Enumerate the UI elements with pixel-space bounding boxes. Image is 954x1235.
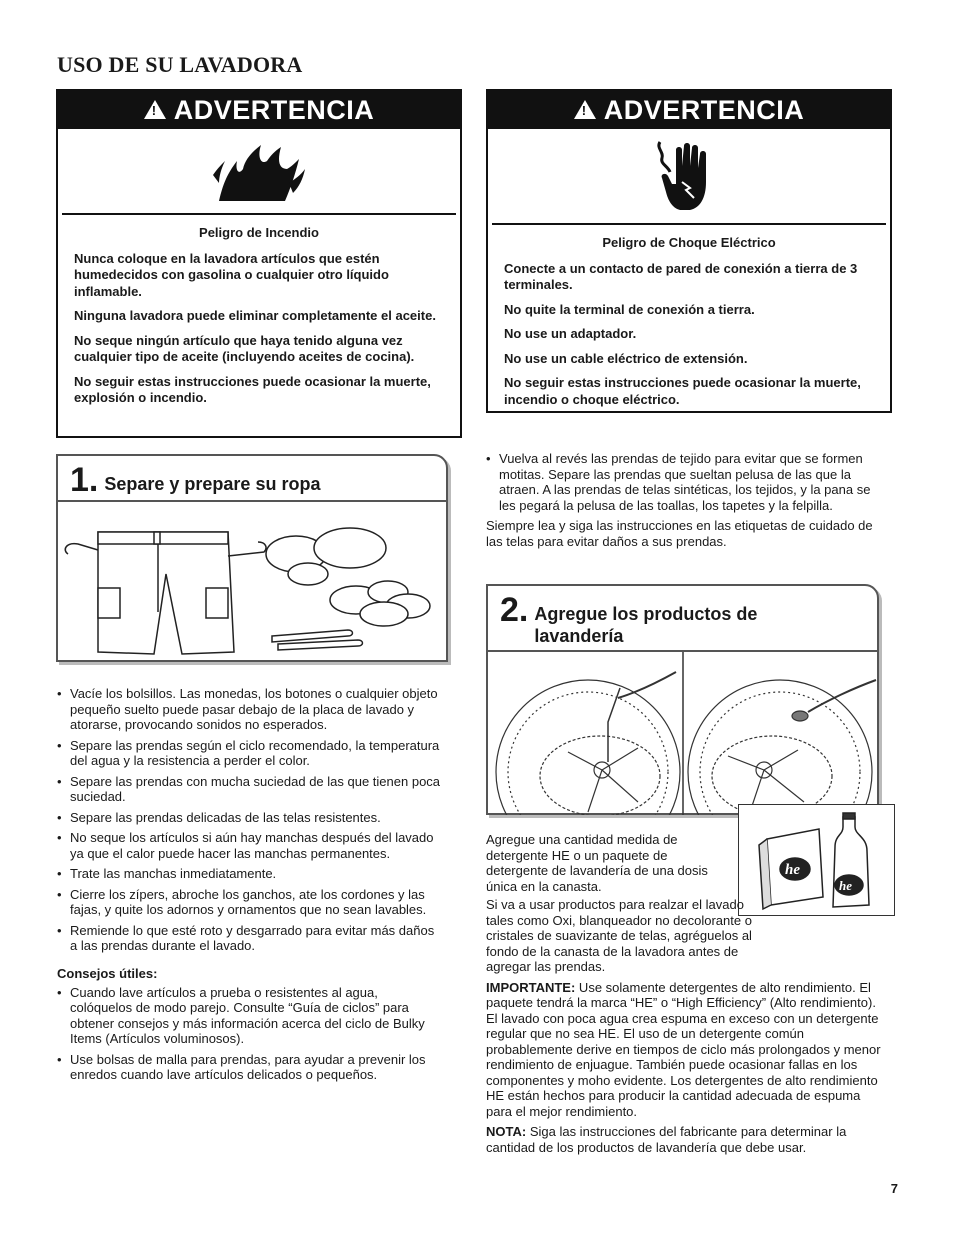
shock-line: No use un adaptador. — [504, 326, 637, 341]
step1-illustration — [58, 500, 446, 662]
step2-header — [488, 586, 877, 647]
right-bullet-list — [486, 451, 878, 513]
list-item: • Trate las manchas inmediatamente. — [57, 866, 441, 882]
list-item: • Use bolsas de malla para prendas, para ayudar a prevenir los enredos cuando lave artículos delicados o pequeños. — [57, 1052, 441, 1083]
fire-caption: Peligro de Incendio — [199, 225, 319, 240]
list-item: • Separe las prendas con mucha suciedad de las que tienen poca suciedad. — [57, 774, 441, 805]
warning-triangle-icon — [574, 100, 596, 119]
list-item: • Separe las prendas según el ciclo recomendado, la temperatura del agua y la resistencia a perder el color. — [57, 738, 441, 769]
list-item: • Cierre los zípers, abroche los ganchos, ate los cordones y las fajas, y quite los adornos y ornamentos que no sean lavables. — [57, 887, 441, 918]
step2-box — [486, 584, 879, 815]
pants-and-coins-icon — [58, 502, 446, 662]
step2-paragraph-2-text: Si va a usar productos para realzar el lavado tales como Oxi, blanqueador no decolorante o cristales de suavizante de telas, agréguelos al fondo de la canasta de la lavadora antes de agregar las prendas. — [486, 897, 752, 974]
care-label-paragraph: Siempre lea y siga las instrucciones en las etiquetas de cuidado de las telas para evitar daños a sus prendas. — [486, 518, 873, 549]
tips-list — [57, 985, 441, 1083]
shock-line: No use un cable eléctrico de extensión. — [504, 350, 748, 366]
note-paragraph — [486, 1124, 881, 1155]
washer-basket-icon — [488, 652, 877, 815]
list-item: • No seque los artículos si aún hay manchas después del lavado ya que el calor puede hacer las manchas permanentes. — [57, 830, 441, 861]
step1-header — [58, 456, 446, 499]
step2-title-line1: Agregue los productos de — [534, 604, 758, 624]
warning-triangle-icon — [144, 100, 166, 119]
warning-header — [58, 91, 460, 129]
step1-bullet-list — [57, 686, 441, 954]
shock-caption: Peligro de Choque Eléctrico — [602, 235, 776, 250]
step2-title-line2: lavandería — [534, 626, 624, 646]
step2-paragraph-1: Agregue una cantidad medida de detergente HE o un paquete de detergente de lavandería de una dosis única en la canasta. — [486, 832, 708, 894]
list-item: • Vuelva al revés las prendas de tejido para evitar que se formen motitas. Separe las prendas que sueltan pelusa de las que la atraen. A las prendas de telas sintéticas, los tejidos, y la pana se les pegará la pelusa de las toallas, los tapetes y la felpilla. — [486, 451, 878, 513]
electric-shock-hand-icon — [654, 138, 724, 214]
fire-line: Ninguna lavadora puede eliminar completamente el aceite. — [74, 308, 436, 323]
note-label: NOTA: — [486, 1124, 527, 1139]
shock-line: Conecte a un contacto de pared de conexión a tierra de 3 terminales. — [504, 260, 858, 292]
step2-illustration — [488, 650, 877, 815]
step2-paragraph-2 — [486, 897, 768, 975]
list-item: • Separe las prendas delicadas de las telas resistentes. — [57, 810, 441, 826]
fire-line: No seque ningún artículo que haya tenido alguna vez cualquier tipo de aceite (incluyendo aceites de cocina). — [74, 332, 415, 364]
important-text: Use solamente detergentes de alto rendimiento. El paquete tendrá la marca “HE” o “High Efficiency” (Alto rendimiento). El lavado con poca agua crea espuma en exceso con un detergente regular que no sea HE. El uso de un detergente común probablemente derive en tiempos de ciclo más prolongados y menor rendimiento de enjuague. También puede ocasionar fallas en los componentes y moho evidente. Los detergentes de alto rendimiento HE están hechos para producir la cantidad adecuada de espuma para el mejor rendimiento. — [486, 979, 881, 1119]
shock-warning-text — [488, 225, 890, 424]
step1-box — [56, 454, 448, 662]
warning-header-text: ADVERTENCIA — [603, 94, 805, 125]
step2-text-bottom — [486, 897, 881, 1160]
shock-line: No quite la terminal de conexión a tierra. — [504, 301, 755, 317]
he-pod-label: he — [785, 862, 800, 878]
step1-content — [57, 686, 441, 1088]
important-label: IMPORTANTE: — [486, 979, 576, 995]
fire-icon — [209, 139, 309, 203]
fire-image-area — [62, 129, 456, 215]
right-column-intro — [486, 451, 878, 554]
list-item: • Vacíe los bolsillos. Las monedas, los botones o cualquier objeto pequeño suelto puede pasar debajo de la placa de lavado y atorarse, provocando sonidos no esperados. — [57, 686, 441, 733]
step1-number: 1. — [70, 461, 99, 499]
shock-warning-box — [486, 89, 892, 413]
important-paragraph — [486, 980, 881, 1120]
note-text: Siga las instrucciones del fabricante para determinar la cantidad de los productos de lavandería que debe usar. — [486, 1124, 847, 1155]
list-item: • Cuando lave artículos a prueba o resistentes al agua, colóquelos de modo parejo. Consulte “Guía de ciclos” para obtener consejos y más información acerca del ciclo de Bulky Items (Artículos voluminosos). — [57, 985, 441, 1047]
page-title: USO DE SU LAVADORA — [57, 52, 303, 77]
shock-line: No seguir estas instrucciones puede ocasionar la muerte, incendio o choque eléctrico. — [504, 375, 861, 407]
list-item: • Remiende lo que esté roto y desgarrado para evitar más daños a las prendas durante el lavado. — [57, 923, 441, 954]
he-bottle-label: he — [839, 878, 852, 893]
step1-title: Separe y prepare su ropa — [104, 474, 321, 494]
fire-line: Nunca coloque en la lavadora artículos que estén humedecidos con gasolina o cualquier otro líquido inflamable. — [74, 250, 389, 299]
fire-warning-box — [56, 89, 462, 438]
fire-line: No seguir estas instrucciones puede ocasionar la muerte, explosión o incendio. — [74, 373, 431, 405]
shock-image-area — [492, 129, 886, 225]
fire-warning-text — [58, 215, 460, 423]
step2-number: 2. — [500, 591, 529, 629]
warning-header — [488, 91, 890, 129]
page-number: 7 — [890, 1181, 898, 1196]
tips-title: Consejos útiles: — [57, 965, 158, 981]
warning-header-text: ADVERTENCIA — [173, 94, 375, 125]
step2-text-top — [486, 832, 732, 899]
